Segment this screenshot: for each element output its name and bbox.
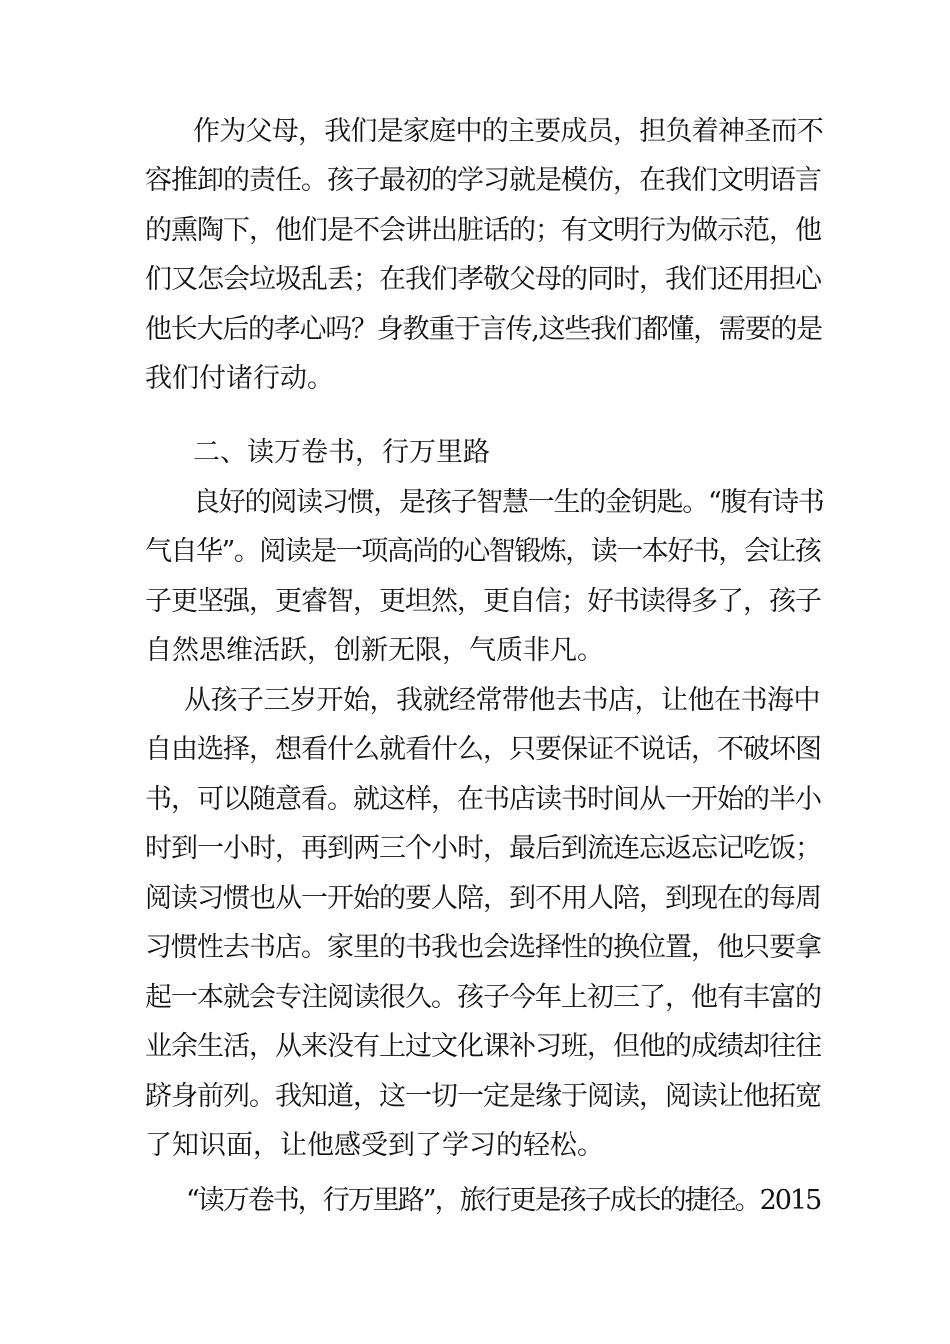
text-line: 容推卸的责任。孩子最初的学习就是模仿，在我们文明语言: [145, 165, 821, 196]
text-line: 他长大后的孝心吗？身教重于言传,这些我们都懂，需要的是: [145, 314, 822, 345]
text-line: 我们付诸行动。: [145, 363, 334, 394]
text-line: 们又怎会垃圾乱丢；在我们孝敬父母的同时，我们还用担心: [145, 264, 821, 295]
text-line: 作为父母，我们是家庭中的主要成员，担负着神圣而不: [193, 116, 823, 147]
text-line: 习惯性去书店。家里的书我也会选择性的换位置，他只要拿: [145, 932, 821, 963]
text-line: 自由选择，想看什么就看什么，只要保证不说话，不破坏图: [145, 734, 821, 765]
text-line: 的熏陶下，他们是不会讲出脏话的；有文明行为做示范，他: [145, 215, 821, 246]
text-line: 从孩子三岁开始，我就经常带他去书店，让他在书海中: [184, 685, 820, 716]
text-line: 业余生活，从来没有上过文化课补习班，但他的成绩却往往: [145, 1031, 821, 1062]
text-line: 了知识面，让他感受到了学习的轻松。: [145, 1130, 604, 1161]
text-line: 阅读习惯也从一开始的要人陪，到不用人陪，到现在的每周: [145, 883, 821, 914]
text-line: “读万卷书，行万里路”，旅行更是孩子成长的捷径。2015: [186, 1185, 821, 1216]
text-line: 时到一小时，再到两三个小时，最后到流连忘返忘记吃饭；: [145, 833, 821, 864]
text-line: 自然思维活跃，创新无限，气质非凡。: [145, 635, 604, 666]
text-line: 子更坚强，更睿智，更坦然，更自信；好书读得多了，孩子: [145, 586, 821, 617]
section-heading: 二、读万卷书，行万里路: [193, 437, 490, 468]
text-line: 气自华”。阅读是一项高尚的心智锻炼，读一本好书，会让孩: [145, 536, 821, 567]
text-line: 良好的阅读习惯，是孩子智慧一生的金钥匙。“腹有诗书: [193, 487, 824, 518]
text-line: 跻身前列。我知道，这一切一定是缘于阅读，阅读让他拓宽: [145, 1081, 821, 1112]
text-line: 起一本就会专注阅读很久。孩子今年上初三了，他有丰富的: [145, 982, 821, 1013]
text-line: 书，可以随意看。就这样，在书店读书时间从一开始的半小: [145, 784, 821, 815]
